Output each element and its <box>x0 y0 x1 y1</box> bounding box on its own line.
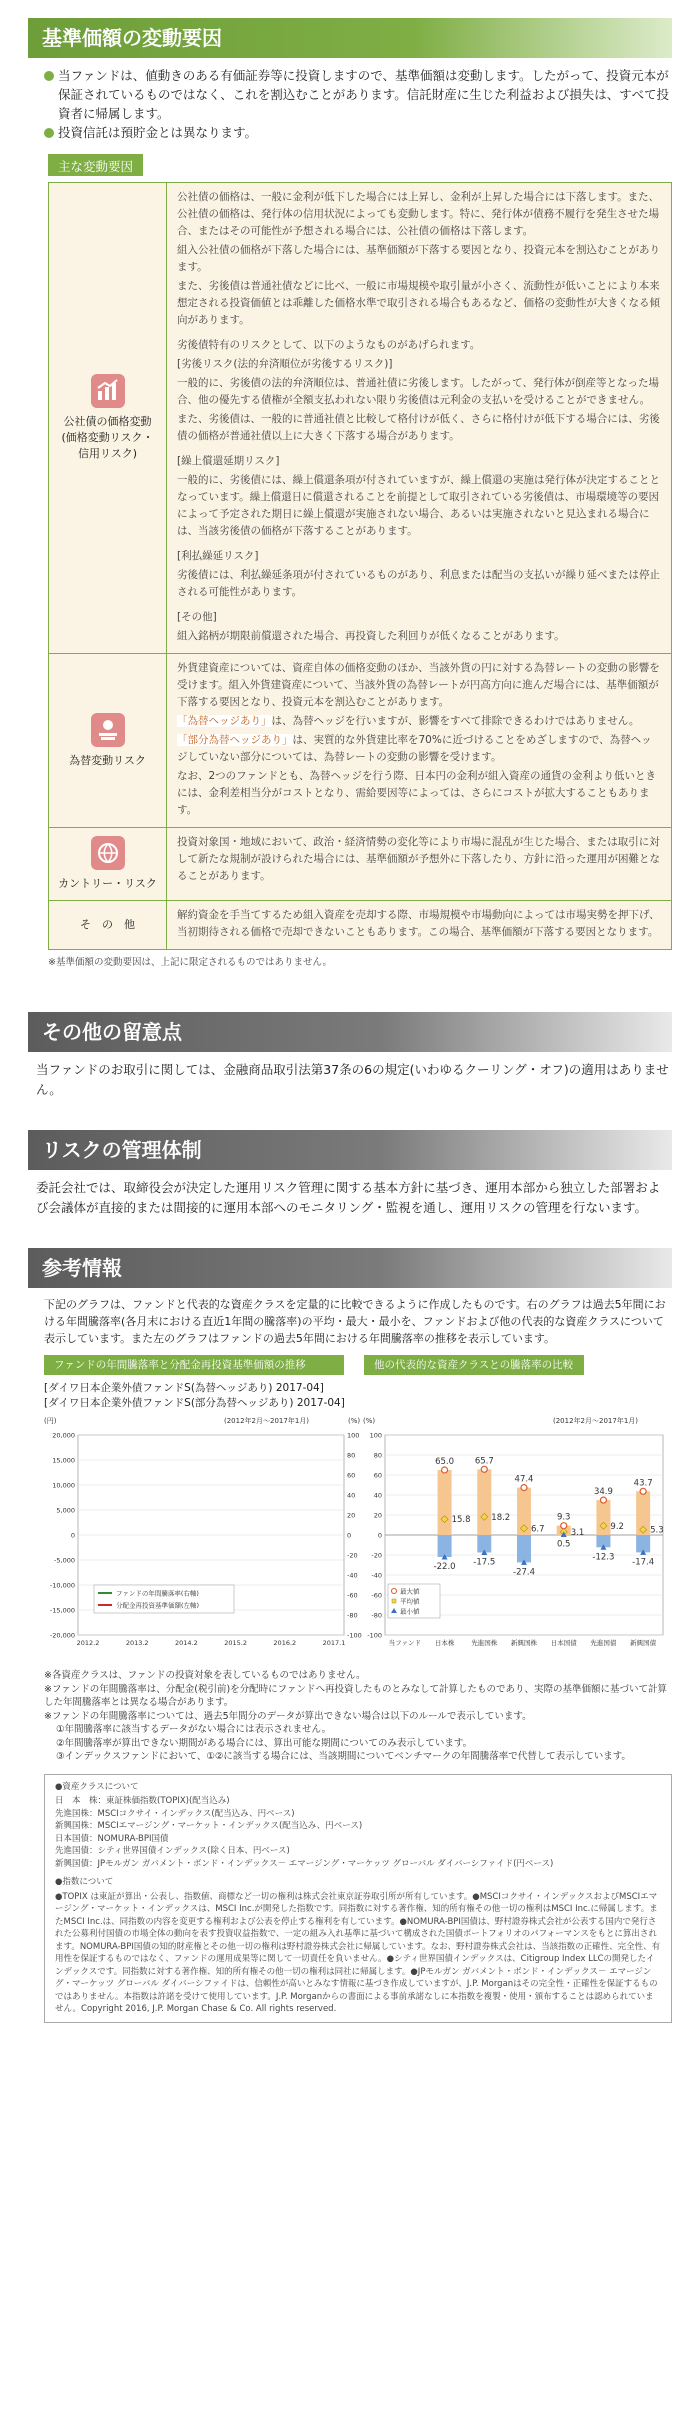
left-tick-label: -5,000 <box>54 1556 75 1565</box>
left-tick-label: -10,000 <box>49 1581 75 1590</box>
y-tick-label: -40 <box>371 1571 382 1580</box>
x-tick-label: 2016.2 <box>273 1639 297 1647</box>
x-tick-label: 2017.1 <box>322 1639 346 1647</box>
footnote-line: ②年間騰落率が算出できない期間がある場合には、算出可能な期間についてのみ表示しています。 <box>56 1737 473 1749</box>
reference-intro: 下記のグラフは、ファンドと代表的な資産クラスを定量的に比較できるように作成したものです。右のグラフは過去5年間における年間騰落率(各月末における直近1年間の騰落率)の平均・最大・最小を、ファンドおよび他の代表的な資産クラスについて表示しています。また左のグラフはファンドの過去5年間における年間騰落率の推移を表示しています。 <box>44 1298 666 1345</box>
risk-body-other <box>167 901 671 949</box>
x-tick-label: 2013.2 <box>125 1639 149 1647</box>
risk-label-line: 公社債の価格変動 <box>63 415 152 428</box>
risk-paragraph: [利払繰延リスク] <box>177 550 259 562</box>
risk-row-other <box>49 900 671 949</box>
y-tick-label: 80 <box>373 1451 382 1460</box>
section-title-reference: 参考情報 <box>28 1248 672 1288</box>
avg-value-label: 5.3 <box>650 1525 664 1536</box>
charts-area <box>44 1413 672 1663</box>
chart-period-label: (2012年2月～2017年1月) <box>552 1417 638 1425</box>
risk-row-country <box>49 827 671 900</box>
risk-row-credit <box>49 183 671 653</box>
left-tick-label: 15,000 <box>52 1456 75 1465</box>
risk-paragraph: 組入銘柄が期限前償還された場合、再投資した利回りが低くなることがあります。 <box>177 630 565 642</box>
right-tick-label: 0 <box>347 1531 352 1540</box>
min-value-label: -17.4 <box>632 1557 655 1568</box>
main-factors-label: 主な変動要因 <box>48 154 143 176</box>
max-point <box>600 1497 606 1503</box>
risk-management-text: 委託会社では、取締役会が決定した運用リスク管理に関する基本方針に基づき、運用本部から独立した部署および会議体が直接的または間接的に運用本部へのモニタリング・監視を通し、運用リスクの管理を行ないます。 <box>36 1180 661 1215</box>
right-tick-label: -40 <box>347 1571 358 1580</box>
y-tick-label: -20 <box>371 1551 382 1560</box>
category-label: 日本株 <box>434 1639 455 1647</box>
footnote-line: ①年間騰落率に該当するデータがない場合には表示されません。 <box>56 1724 332 1735</box>
right-tick-label: 20 <box>347 1511 356 1520</box>
min-bar <box>517 1535 531 1562</box>
avg-value-label: 9.2 <box>610 1521 624 1532</box>
fund-name: [ダイワ日本企業外債ファンドS(部分為替ヘッジあり) 2017-04] <box>44 1397 345 1409</box>
avg-value-label: 6.7 <box>530 1524 545 1535</box>
right-tick-label: -100 <box>347 1631 362 1640</box>
max-bar <box>596 1500 610 1535</box>
right-tick-label: 100 <box>347 1431 360 1440</box>
risk-body-country <box>167 828 671 900</box>
risk-body-credit <box>167 183 671 653</box>
risk-label-country <box>49 828 167 900</box>
section-title-risk-management: リスクの管理体制 <box>28 1130 672 1170</box>
min-value-label: -27.4 <box>512 1567 535 1578</box>
category-label: 新興国株 <box>510 1639 537 1647</box>
min-value-label: -12.3 <box>592 1552 615 1563</box>
risk-label-text: カントリー・リスク <box>58 877 157 890</box>
max-point <box>640 1488 646 1494</box>
left-tick-label: -15,000 <box>49 1606 75 1615</box>
risk-table <box>48 182 672 950</box>
risk-paragraph <box>177 732 661 766</box>
index-notes: ●TOPIX は東証が算出・公表し、指数値、商標など一切の権利は株式会社東京証券取引所が所有しています。●MSCIコクサイ・インデックスおよびMSCIエマージング・マーケット・インデックスは、MSCI Inc.が開発した指数です。同指数に対する著作権、知的所有権その他一切の権利はMSCI Inc.に帰属します。またMSCI Inc.は、同指数の内容を変更する権利および公表を停止する権利を有しています。●NOMURA-BPI国債は、野村證券株式会社が公表する国内で発行された公募利付国債の市場全体の動向を表す投資収益指数で、一定の組み入れ基準に基づいて構成された国債ポートフォリオのパフォーマンスをもとに算出されます。NOMURA-BPI国債の知的財産権とその他一切の権利は野村證券株式会社に帰属しています。なお、野村證券株式会社は、当該指数の正確性、完全性、有用性を保証するものではなく、ファンドの運用成果等に関して一切責任を負いません。●シティ世界国債インデックスは、Citigroup Index LLCの開発したインデックスです。同指数に対する著作権、知的所有権その他一切の権利は同社に帰属します。●JPモルガン ガバメント・ボンド・インデックス－ エマージング・マーケッツ グローバル ダイバーシファイドは、信頼性が高いとみなす情報に基づき作成していますが、J.P. Morganはその完全性・正確性を保証するものではありません。本指数は許諾を受けて使用しています。J.P. Morganからの書面による事前承諾なしに本指数を複製・使用・頒布することは認められていません。Copyright 2016, J.P. Morgan Chase & Co. All rights reserved. <box>55 1891 661 2014</box>
y-tick-label: -100 <box>367 1631 382 1640</box>
risk-label-other <box>49 901 167 949</box>
left-chart-header: ファンドの年間騰落率と分配金再投資基準価額の推移 <box>44 1355 344 1375</box>
max-value-label: 43.7 <box>633 1478 653 1489</box>
hedge-tag: 「為替ヘッジあり」 <box>177 715 272 727</box>
left-tick-label: 5,000 <box>56 1506 75 1515</box>
category-label: 日本国債 <box>550 1639 577 1647</box>
y-tick-label: 40 <box>373 1491 382 1500</box>
right-chart-header: 他の代表的な資産クラスとの騰落率の比較 <box>364 1355 584 1375</box>
risk-paragraph: 劣後債特有のリスクとして、以下のようなものがあげられます。 <box>177 339 481 351</box>
risk-paragraph: 公社債の価格は、一般に金利が低下した場合には上昇し、金利が上昇した場合には下落します。また、公社債の価格は、発行体の信用状況によっても変動します。特に、発行体が債務不履行を発生させた場合、またはその可能性が予想される場合には、公社債の価格は下落します。 <box>177 191 660 237</box>
index-box-title: ●資産クラスについて <box>55 1781 139 1792</box>
risk-paragraph: 外貨建資産については、資産自体の価格変動のほか、当該外貨の円に対する為替レートの変動の影響を受けます。組入外貨建資産について、当該外貨の為替レートが円高方向に進んだ場合には、基準価額が下落する要因となり、投資元本を割込むことがあります。 <box>177 662 660 708</box>
legend-avg-marker <box>392 1599 396 1603</box>
avg-value-label: 15.8 <box>451 1515 471 1526</box>
risk-label-text: そ の 他 <box>80 918 135 931</box>
x-tick-label: 2014.2 <box>175 1639 198 1647</box>
risk-label-text: 為替変動リスク <box>69 753 146 767</box>
right-tick-label: 40 <box>347 1491 356 1500</box>
y-tick-label: -60 <box>371 1591 382 1600</box>
max-value-label: 47.4 <box>514 1474 534 1485</box>
left-tick-label: 10,000 <box>52 1481 75 1490</box>
footnote-line: ※各資産クラスは、ファンドの投資対象を表しているものではありません。 <box>44 1670 366 1681</box>
risk-label-line: (価格変動リスク・ <box>61 431 154 444</box>
y-tick-label: 20 <box>373 1511 382 1520</box>
intro-bullets <box>44 66 672 142</box>
left-tick-label: 20,000 <box>52 1431 75 1440</box>
index-line: 先進国債：シティ世界国債インデックス(除く日本、円ベース) <box>55 1846 290 1856</box>
risk-row-fx <box>49 653 671 827</box>
risk-text: は、為替ヘッジを行いますが、影響をすべて排除できるわけではありません。 <box>271 715 640 727</box>
min-value-label: -17.5 <box>473 1557 496 1568</box>
min-value-label: 0.5 <box>556 1539 571 1550</box>
max-point <box>481 1466 487 1472</box>
right-tick-label: 60 <box>347 1471 356 1480</box>
max-point <box>561 1523 567 1529</box>
index-notes-title: ●指数について <box>55 1877 114 1887</box>
legend-max-label: 最大値 <box>399 1587 420 1596</box>
risk-paragraph: [その他] <box>177 611 217 623</box>
legend-max-marker <box>391 1589 396 1594</box>
risk-body-fx <box>167 654 671 827</box>
section-title-nav-factors: 基準価額の変動要因 <box>28 18 672 58</box>
legend-min-label: 最小値 <box>399 1607 420 1616</box>
risk-label-line: 信用リスク) <box>77 447 138 460</box>
left-tick-label: -20,000 <box>49 1631 75 1640</box>
index-line: 新興国債：JPモルガン ガバメント・ボンド・インデックス－ エマージング・マーケッツ グローバル ダイバーシファイド(円ベース) <box>55 1858 554 1869</box>
index-info-box <box>44 1774 672 2023</box>
legend-avg-label: 平均値 <box>399 1597 420 1606</box>
index-line: 新興国株：MSCIエマージング・マーケット・インデックス(配当込み、円ベース) <box>55 1821 363 1831</box>
right-tick-label: -80 <box>347 1611 358 1620</box>
bullet-item: 投資信託は預貯金とは異なります。 <box>44 123 672 142</box>
y-tick-label: -80 <box>371 1611 382 1620</box>
max-bar <box>438 1470 452 1535</box>
fund-names <box>44 1381 700 1411</box>
right-tick-label: -20 <box>347 1551 358 1560</box>
avg-value-label: 3.1 <box>570 1527 585 1538</box>
risk-paragraph: 一般的に、劣後債の法的弁済順位は、普通社債に劣後します。したがって、発行体が倒産等となった場合、他の優先する債権が全額支払われない限り劣後債は元利金の支払いを受けることができません。 <box>177 377 659 406</box>
max-point <box>521 1485 527 1491</box>
right-axis-unit: (%) <box>348 1417 361 1425</box>
section-title-other-notes: その他の留意点 <box>28 1012 672 1052</box>
max-point <box>442 1467 448 1473</box>
index-line: 日 本 株：東証株価指数(TOPIX)(配当込み) <box>55 1796 230 1806</box>
max-bar <box>477 1469 491 1535</box>
max-value-label: 65.7 <box>474 1456 494 1467</box>
legend-label-return: ファンドの年間騰落率(右軸) <box>116 1589 199 1598</box>
risk-paragraph: 劣後債には、利払繰延条項が付されているものがあり、利息または配当の支払いが繰り延べまたは停止される可能性があります。 <box>177 569 660 598</box>
min-value-label: -22.0 <box>433 1562 456 1572</box>
left-tick-label: 0 <box>70 1531 75 1540</box>
risk-text: は、実質的な外貨建比率を70%に近づけることをめざしますので、為替ヘッジしていない部分については、為替レートの変動の影響を受けます。 <box>177 734 652 763</box>
avg-value-label: 18.2 <box>491 1512 511 1523</box>
risk-paragraph: また、劣後債は、一般的に普通社債と比較して格付けが低く、さらに格付けが低下する場合には、劣後債の価格が普通社債以上に大きく下落する場合があります。 <box>177 413 660 442</box>
right-tick-label: 80 <box>347 1451 356 1460</box>
category-label: 先進国債 <box>590 1639 617 1647</box>
risk-paragraph: [繰上償還延期リスク] <box>177 455 280 467</box>
bullet-item: 当ファンドは、値動きのある有価証券等に投資しますので、基準価額は変動します。したがって、投資元本が保証されているものではなく、これを割込むことがあります。信託財産に生じた利益および損失は、すべて投資者に帰属します。 <box>44 66 672 123</box>
category-label: 当ファンド <box>388 1639 422 1647</box>
footnote-line: ※ファンドの年間騰落率については、過去5年間分のデータが算出できない場合は以下のルールで表示しています。 <box>44 1710 532 1722</box>
other-notes-text: 当ファンドのお取引に関しては、金融商品取引法第37条の6の規定(いわゆるクーリング・オフ)の適用はありません。 <box>36 1062 669 1097</box>
reference-footnotes <box>44 1669 672 1764</box>
fund-return-chart <box>44 1413 363 1663</box>
partial-hedge-tag: 「部分為替ヘッジあり」 <box>177 734 293 746</box>
asset-class-comparison-chart <box>363 1413 672 1663</box>
risk-paragraph: 組入公社債の価格が下落した場合には、基準価額が下落する要因となり、投資元本を割込むことがあります。 <box>177 244 660 273</box>
bond-chart-icon <box>91 374 125 408</box>
risk-paragraph: [劣後リスク(法的弁済順位が劣後するリスク)] <box>177 358 393 370</box>
y-tick-label: 100 <box>369 1431 382 1440</box>
left-axis-unit: (円) <box>44 1417 57 1425</box>
risk-paragraph: 投資対象国・地域において、政治・経済情勢の変化等により市場に混乱が生じた場合、または取引に対して新たな規制が設けられた場合には、基準価額が予想外に下落したり、方針に沿った運用が困難となることがあります。 <box>177 836 660 882</box>
max-value-label: 65.0 <box>435 1457 455 1467</box>
globe-icon <box>91 836 125 870</box>
y-tick-label: 0 <box>377 1531 382 1540</box>
risk-paragraph: 解約資金を手当てするため組入資産を売却する際、市場規模や市場動向によっては市場実勢を押下げ、当初期待される価格で売却できないこともあります。この場合、基準価額が下落する要因となります。 <box>177 909 660 938</box>
chart-period-label: (2012年2月～2017年1月) <box>224 1417 309 1425</box>
category-label: 新興国債 <box>630 1639 657 1647</box>
footnote-line: ※ファンドの年間騰落率は、分配金(税引前)を分配時にファンドへ再投資したものとみなして計算したものであり、実際の基準価額に基づいて計算した年間騰落率とは異なる場合があります。 <box>44 1683 667 1708</box>
axis-unit: (%) <box>362 1417 376 1425</box>
min-bar <box>438 1535 452 1557</box>
index-line: 先進国株：MSCIコクサイ・インデックス(配当込み、円ベース) <box>55 1808 295 1819</box>
risk-paragraph: 一般的に、劣後債には、繰上償還条項が付されていますが、繰上償還の実施は発行体が決定することとなっています。繰上償還日に償還されることを前提として取引されている劣後債は、市場環境等の要因によって予定された期日に繰上償還が実施されない場合、あるいは実施されないと見込まれる場合には、当該劣後債の価格が下落することがあります。 <box>177 474 660 537</box>
right-tick-label: -60 <box>347 1591 358 1600</box>
max-value-label: 9.3 <box>556 1512 571 1523</box>
footnote-line: ③インデックスファンドにおいて、①②に該当する場合には、当該期間についてベンチマークの年間騰落率で代替して表示しています。 <box>56 1751 631 1762</box>
index-line: 日本国債：NOMURA-BPI国債 <box>55 1833 169 1844</box>
x-tick-label: 2015.2 <box>224 1639 247 1647</box>
legend-label-nav: 分配金再投資基準価額(左軸) <box>116 1601 200 1610</box>
y-tick-label: 60 <box>373 1471 382 1480</box>
max-value-label: 34.9 <box>593 1487 613 1498</box>
x-tick-label: 2012.2 <box>76 1639 100 1647</box>
fund-name: [ダイワ日本企業外債ファンドS(為替ヘッジあり) 2017-04] <box>44 1382 324 1394</box>
risk-paragraph: なお、2つのファンドとも、為替ヘッジを行う際、日本円の金利が組入資産の通貨の金利より低いときには、金利差相当分がコストとなり、需給要因等によっては、さらにコストが拡大することもあります。 <box>177 770 656 816</box>
currency-exchange-icon <box>91 713 125 747</box>
risk-paragraph <box>177 713 661 730</box>
risk-label-fx <box>49 654 167 827</box>
risk-paragraph: また、劣後債は普通社債などに比べ、一般に市場規模や取引量が小さく、流動性が低いことにより本来想定される投資価値とは乖離した価格水準で取引される場合もあるなど、価格の変動性が大きくなる傾向があります。 <box>177 280 660 326</box>
chart-headers <box>44 1355 672 1375</box>
category-label: 先進国株 <box>471 1639 498 1647</box>
risk-footnote: ※基準価額の変動要因は、上記に限定されるものではありません。 <box>48 957 333 968</box>
risk-label-credit <box>49 183 167 653</box>
